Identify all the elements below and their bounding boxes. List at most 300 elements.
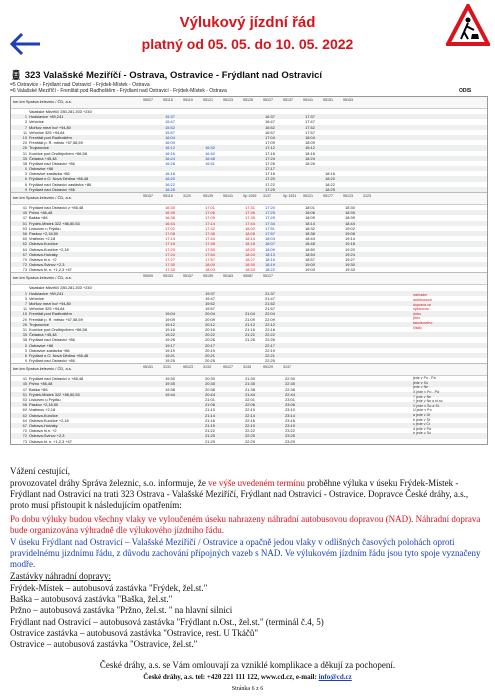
station-name: Ostrava-Kunčice +2,18 — [29, 246, 69, 252]
apology-text: České dráhy, a.s. se Vám omlouvají za vzniklé komplikace a děkují za pochopení. — [99, 660, 396, 670]
time-cell: 18:44 — [345, 220, 355, 226]
km-cell: 0 — [24, 342, 27, 348]
train-number: 95121 — [203, 98, 213, 102]
stop-item: Ostravice – autobusová zastávka "Ostravice, žel.st." — [10, 639, 198, 650]
time-cell: 22:19 — [245, 422, 255, 428]
km-cell: 53 — [22, 397, 27, 402]
time-cell: 22:30 — [285, 376, 295, 382]
km-cell: 15 — [22, 134, 27, 140]
time-cell: 19:04 — [165, 311, 175, 317]
time-cell: 18:33 — [245, 267, 255, 273]
train-number: 95115 — [163, 98, 173, 102]
train-number: 95123 — [183, 365, 193, 370]
km-cell: 51 — [22, 220, 27, 226]
station-name: Veřovice 325 +94,84 — [29, 306, 65, 312]
time-cell: 21:30 — [245, 376, 255, 382]
station-name: Veřovice — [29, 295, 44, 301]
km-cell: 41 — [22, 205, 27, 210]
km-cell: 7 — [24, 301, 27, 306]
time-cell: 16:38 — [165, 215, 175, 221]
timetable — [10, 96, 488, 445]
station-name: Kunčice pod Ondřejníkem +86,58 — [29, 326, 87, 332]
km-cell: 70 — [22, 256, 27, 262]
km-cell: 72 — [22, 433, 27, 439]
time-cell: 22:25 — [265, 358, 275, 364]
km-cell: 45 — [22, 381, 27, 387]
time-cell: 21:26 — [245, 337, 255, 343]
timetable-section-3 — [11, 273, 487, 364]
time-cell: 18:22 — [265, 267, 275, 273]
time-cell: 16:12 — [165, 145, 175, 151]
note-item: doprava za — [413, 302, 431, 307]
time-cell: 17:06 — [205, 210, 215, 216]
station-name: Baška +86 — [29, 386, 48, 392]
km-cell: 3 — [24, 347, 27, 353]
time-cell: 18:02 — [245, 225, 255, 231]
train-number: 95123 — [223, 98, 233, 102]
note-item: náhradní — [413, 293, 428, 298]
note-item: c jede v Čt — [413, 422, 430, 427]
station-name: Veřovice 325 +94,84 — [29, 129, 65, 135]
km-cell: 72 — [22, 262, 27, 268]
time-cell: 21:22 — [205, 428, 215, 434]
time-cell: 17:50 — [205, 246, 215, 252]
train-number: 95123 — [343, 194, 353, 198]
train-number: 95157 — [183, 274, 193, 279]
note-item: jede v Po - Pá — [413, 376, 436, 381]
time-cell: 19:38 — [165, 386, 175, 392]
time-cell: 22:22 — [265, 332, 275, 338]
train-number: 95153 — [163, 274, 173, 279]
time-cell: 19:30 — [165, 376, 175, 382]
time-cell: 17:17 — [265, 166, 275, 172]
time-cell: 17:14 — [205, 220, 215, 226]
km-cell: 35 — [22, 155, 27, 161]
station-name: Lískovec u Frýdku — [29, 225, 61, 231]
km-cell: 60 — [22, 407, 27, 413]
time-cell: 23:22 — [285, 428, 295, 434]
time-cell: 15:52 — [165, 124, 175, 130]
time-cell: 17:24 — [165, 251, 175, 257]
note-item: a jede v Út — [413, 413, 431, 417]
time-cell: 17:31 — [245, 205, 255, 210]
time-cell: 18:19 — [265, 262, 275, 268]
km-cell: 67 — [22, 422, 27, 428]
time-cell: 17:57 — [305, 129, 315, 135]
station-name: Vratimov +2,18 — [29, 236, 56, 242]
notes-legend — [413, 376, 495, 436]
stop-item: Frýdlant nad Ostravicí – autobusová zastávka "Frýdlant n.Ost., žel.st." (terminál č.4, 5) — [10, 616, 324, 627]
train-number: 95153 — [343, 98, 353, 102]
note-item: d jede v Pá — [413, 426, 431, 431]
km-cell: 64 — [22, 246, 27, 252]
train-number: 95177 — [323, 194, 333, 198]
timetable-row — [11, 439, 487, 444]
time-cell: 17:09 — [205, 215, 215, 221]
time-cell: 20:09 — [205, 316, 215, 322]
time-cell: 17:36 — [245, 210, 255, 216]
time-cell: 19:35 — [165, 381, 175, 387]
time-cell: 21:16 — [245, 326, 255, 332]
km-cell: 1 — [24, 114, 27, 120]
time-cell: 20:17 — [205, 342, 215, 348]
time-cell: 22:19 — [265, 347, 275, 353]
time-cell: 16:04 — [165, 134, 175, 140]
time-cell: 22:10 — [245, 407, 255, 413]
time-cell: 19:21 — [165, 352, 175, 358]
time-cell: 19:17 — [165, 342, 175, 348]
km-cell: 38 — [22, 337, 27, 343]
notice-greeting: Vážení cestující, — [10, 466, 70, 476]
km-cell: 64 — [22, 417, 27, 423]
time-cell: 18:01 — [305, 205, 315, 210]
time-cell: 18:38 — [305, 230, 315, 236]
time-cell: 17:12 — [265, 145, 275, 151]
note-item: 7 jede v Ne — [413, 394, 432, 399]
km-cell: 51 — [22, 391, 27, 397]
km-cell: 1 — [24, 290, 27, 296]
time-cell: 16:09 — [165, 140, 175, 146]
km-cell: 62 — [22, 412, 27, 418]
time-cell: 18:14 — [305, 220, 315, 226]
time-cell: 15:47 — [165, 119, 175, 125]
section-header-label: km km Správa železnic / ČD, a.s. — [13, 366, 72, 372]
km-cell: 20 — [22, 316, 27, 322]
time-cell: 17:20 — [265, 205, 275, 210]
km-cell: 35 — [22, 332, 27, 338]
time-cell: 23:29 — [285, 438, 295, 444]
time-cell: 21:52 — [265, 301, 275, 306]
station-name: Mořkov mezi hoř +94,80 — [29, 301, 71, 306]
train-number: 95141 — [223, 194, 233, 198]
stop-item: Baška – autobusová zastávka "Baška, žel.st." — [10, 594, 173, 605]
time-cell: 16:16 — [165, 150, 175, 156]
time-cell: 18:00 — [205, 262, 215, 268]
note-item: e jede v So — [413, 431, 431, 436]
station-name: Valašské Meziříčí 280,281,303 +240 — [29, 285, 92, 291]
time-cell: 18:50 — [305, 246, 315, 252]
time-cell: 18:16 — [265, 256, 275, 262]
time-cell: 19:25 — [165, 358, 175, 364]
time-cell: 21:12 — [245, 321, 255, 327]
time-cell: 16:20 — [165, 176, 175, 182]
time-cell: 17:20 — [265, 176, 275, 182]
station-name: Paskov +2,18,50 — [29, 230, 59, 236]
km-cell: 31 — [22, 150, 27, 156]
station-name: Frýdlant nad Ostravicí zastávka +86 — [29, 181, 92, 187]
time-cell: 19:37 — [205, 290, 215, 296]
train-number: 3131 — [163, 365, 171, 370]
timetable-section-2 — [11, 193, 487, 273]
time-cell: 21:29 — [205, 438, 215, 444]
section-header-label: km km Správa železnic / ČD, a.s. — [13, 275, 72, 281]
km-cell: 41 — [22, 376, 27, 382]
train-number: 95151 — [323, 98, 333, 102]
time-cell: 16:47 — [265, 119, 275, 125]
time-cell: 20:26 — [205, 337, 215, 343]
station-name: Vratimov +2,18 — [29, 407, 56, 413]
station-name: Ostravice +86 — [29, 342, 54, 348]
notice-paragraph-1: provozovatel dráhy Správa železnic, s.o. informuje, že ve výše uvedeném termínu proběhne výluka v úseku Frýdek-Místek - Frýdlant nad Ostravicí na trati 323 Ostrava - Valašské Meziříčí, Frýdlant nad Ostravicí - Ostravice. Dopravce České dráhy, a.s., proto musí přistoupit k následujícím opatřením: — [10, 478, 469, 511]
time-cell: 17:25 — [265, 210, 275, 216]
time-cell: 19:47 — [205, 295, 215, 301]
time-cell: 17:24 — [265, 155, 275, 161]
note-item: X jede v Po - Pá — [413, 390, 439, 395]
time-cell: 19:02 — [345, 225, 355, 231]
train-number: 3135 — [243, 365, 251, 370]
page-title: Výlukový jízdní řád — [179, 14, 316, 31]
time-cell: 22:16 — [245, 417, 255, 423]
note-item: čísla) — [413, 325, 422, 330]
km-cell: 45 — [22, 210, 27, 216]
time-cell: 16:26 — [165, 160, 175, 166]
time-cell: 17:37 — [305, 114, 315, 120]
km-cell: 53 — [22, 225, 27, 231]
note-item: výlukovou — [413, 307, 429, 312]
time-cell: 22:29 — [245, 438, 255, 444]
time-cell: 17:26 — [265, 160, 275, 166]
time-cell: 20:19 — [205, 347, 215, 353]
time-cell: 19:18 — [345, 241, 355, 247]
station-name: Ostrava-Kunčice +2,18 — [29, 417, 69, 423]
station-name: Mořkov mezi hoř +94,80 — [29, 124, 71, 130]
time-cell: 17:16 — [265, 171, 275, 177]
time-cell: 17:48 — [205, 241, 215, 247]
time-cell: 17:01 — [205, 205, 215, 210]
time-cell: 19:24 — [345, 251, 355, 257]
time-cell: 18:54 — [305, 251, 315, 257]
km-cell: 60 — [22, 236, 27, 242]
time-cell: 18:57 — [305, 256, 315, 262]
time-cell: 18:09 — [305, 140, 315, 146]
stop-item: Frýdek-Místek – autobusová zastávka "Frýdek, žel.st." — [10, 583, 208, 593]
time-cell: 19:33 — [345, 267, 355, 273]
km-cell: 9 — [24, 358, 27, 364]
time-cell: 23:10 — [285, 407, 295, 413]
train-number: 95119 — [183, 98, 193, 102]
time-cell: 17:44 — [205, 236, 215, 242]
subroute-5: =5 Ostravice - Frýdlant nad Ostravicí - Frýdek-Místek - Ostrava — [10, 82, 150, 88]
station-name: Valašské Meziříčí 280,281,303 +240 — [29, 109, 92, 114]
time-cell: 16:44 — [165, 220, 175, 226]
station-name: Frýdlant nad Ostravicí +86 — [29, 337, 75, 343]
time-cell: 16:52 — [265, 124, 275, 130]
km-cell: 47 — [22, 386, 27, 392]
station-name: Ostravice +86 — [29, 166, 54, 172]
km-cell: 26 — [22, 145, 27, 151]
road-works-sign-icon — [446, 4, 490, 50]
time-cell: 18:16 — [325, 171, 335, 177]
station-name: Ostrava-Svinov +2,3 — [29, 262, 65, 268]
time-cell: 18:20 — [325, 176, 335, 182]
time-cell: 22:01 — [245, 397, 255, 402]
km-cell: 56 — [22, 402, 27, 408]
km-cell: 8 — [24, 181, 27, 187]
stops-heading: Zastávky náhradní dopravy: — [10, 571, 111, 581]
km-cell: 9 — [24, 186, 27, 192]
note-item: b jede v St — [413, 417, 430, 422]
time-cell: 16:57 — [265, 129, 275, 135]
km-cell: 3 — [24, 295, 27, 301]
km-cell: 11 — [22, 306, 27, 312]
time-cell: 17:44 — [245, 220, 255, 226]
time-cell: 18:30 — [245, 262, 255, 268]
time-cell: 19:26 — [165, 337, 175, 343]
train-number: 95137 — [283, 98, 293, 102]
time-cell: 22:17 — [265, 342, 275, 348]
notice-paragraph-2: Po dobu výluky budou všechny vlaky ve vyloučeném úseku nahrazeny náhradní autobusovou dopravou (NAD). Náhradní doprava bude organizována výhradně dle výlukového jízdního řádu. — [10, 514, 481, 536]
train-number: Sp 1931 — [283, 194, 297, 198]
note-item: † jede v Ne a st.sv. — [413, 399, 444, 404]
time-cell: 21:16 — [205, 417, 215, 423]
time-cell: 22:21 — [265, 352, 275, 358]
time-cell: 18:08 — [245, 230, 255, 236]
note-item: autobusová — [413, 298, 432, 303]
station-name: Ostrava hl. n. +1,2,3 +47 — [29, 267, 72, 273]
section-header — [11, 193, 487, 205]
train-number: 95121 — [303, 194, 313, 198]
stop-item: Pržno – autobusová zastávka "Pržno, žel.st. " na hlavní silnici — [10, 605, 233, 616]
time-cell: 17:34 — [265, 220, 275, 226]
train-number: 3123 — [363, 194, 371, 198]
time-cell: 17:30 — [165, 262, 175, 268]
time-cell: 17:09 — [265, 140, 275, 146]
station-name: Frenštát p. R. město +57,58,59 — [29, 140, 83, 146]
time-cell: 20:22 — [205, 332, 215, 338]
train-number: 95087 — [243, 274, 253, 279]
time-cell: 19:19 — [165, 347, 175, 353]
timetable-row — [11, 187, 487, 192]
page-number: Stránka 6 z 6 — [231, 686, 264, 692]
km-cell: 3 — [24, 171, 27, 177]
timetable-section-4 — [11, 364, 487, 443]
km-cell: 6 — [24, 352, 27, 358]
time-cell: 20:04 — [205, 311, 215, 317]
km-cell: 15 — [22, 311, 27, 317]
time-cell: 18:24 — [245, 251, 255, 257]
time-cell: 16:51 — [205, 160, 215, 166]
time-cell: 18:03 — [265, 236, 275, 242]
km-cell: 20 — [22, 140, 27, 146]
train-number: 95119 — [163, 194, 173, 198]
time-cell: 21:19 — [205, 422, 215, 428]
train-number: 95139 — [203, 194, 213, 198]
time-cell: 19:44 — [165, 391, 175, 397]
note-item: tabulkového — [413, 321, 433, 325]
station-name: Frýdek-Místek 322 +86,50,53 — [29, 391, 80, 397]
time-cell: 22:35 — [285, 381, 295, 387]
station-name: Pržno +86,48 — [29, 381, 53, 387]
km-cell: 47 — [22, 215, 27, 221]
station-name: Baška +86 — [29, 215, 48, 221]
station-name: Frenštát pod Radhoštěm — [29, 134, 72, 140]
timetable-row — [11, 358, 487, 363]
time-cell: 18:39 — [345, 215, 355, 221]
station-name: Frýdlant nad Ostravicí z +86,48 — [29, 376, 84, 382]
time-cell: 21:57 — [265, 306, 275, 312]
train-number: 95129 — [263, 365, 273, 370]
station-name: Lískovec u Frýdku — [29, 397, 61, 402]
time-cell: 18:44 — [305, 236, 315, 242]
km-cell: 26 — [22, 321, 27, 327]
time-cell: 18:27 — [245, 256, 255, 262]
km-cell: 0 — [24, 166, 27, 172]
train-number: 95141 — [303, 98, 313, 102]
station-name: Trojanovice — [29, 321, 49, 327]
section-header — [11, 273, 487, 285]
station-name: Frýdlant n.O. Nová Dědina +86,48 — [29, 176, 89, 182]
note-item: U jede v Po — [413, 408, 432, 413]
station-name: Ostrava-Kunčice — [29, 412, 58, 418]
email-link[interactable]: info@cd.cz — [318, 673, 352, 681]
station-name: Ostrava-Hulváky — [29, 422, 58, 428]
station-name: Frenštát p. R. město +57,58,59 — [29, 316, 83, 322]
time-cell: 17:20 — [165, 246, 175, 252]
station-name: Ostrava hl.n. +2 — [29, 256, 57, 262]
time-cell: 19:57 — [205, 306, 215, 312]
station-name: Hodslavice +89,241 — [29, 114, 64, 120]
time-cell: 17:27 — [165, 256, 175, 262]
time-cell: 21:10 — [205, 407, 215, 413]
time-cell: 21:38 — [245, 386, 255, 392]
time-cell: 19:52 — [205, 301, 215, 306]
time-cell: 21:22 — [245, 332, 255, 338]
km-cell: 73 — [22, 267, 27, 273]
header-banner — [0, 0, 495, 68]
timetable-section-1 — [11, 97, 487, 193]
time-cell: 17:54 — [205, 251, 215, 257]
station-name: Kunčice pod Ondřejníkem +86,58 — [29, 150, 87, 156]
time-cell: 19:16 — [165, 326, 175, 332]
km-cell: 11 — [22, 129, 27, 135]
station-name: Trojanovice — [29, 145, 49, 151]
time-cell: 22:04 — [265, 311, 275, 317]
time-cell: 17:18 — [165, 241, 175, 247]
time-cell: 19:09 — [165, 316, 175, 322]
km-cell: 70 — [22, 428, 27, 434]
km-cell: 7 — [24, 124, 27, 130]
time-cell: 22:09 — [265, 316, 275, 322]
km-cell: 31 — [22, 326, 27, 332]
time-cell: 23:25 — [285, 433, 295, 439]
time-cell: 19:22 — [165, 332, 175, 338]
time-cell: 21:35 — [245, 381, 255, 387]
time-cell: 17:04 — [265, 134, 275, 140]
time-cell: 19:27 — [345, 256, 355, 262]
time-cell: 17:25 — [265, 186, 275, 192]
time-cell: 18:04 — [305, 134, 315, 140]
km-cell: 6 — [24, 176, 27, 182]
time-cell: 22:12 — [265, 321, 275, 327]
km-cell: 56 — [22, 230, 27, 236]
time-cell: 20:38 — [205, 386, 215, 392]
time-cell: 22:22 — [245, 428, 255, 434]
time-cell: 17:33 — [165, 267, 175, 273]
time-cell: 21:47 — [265, 295, 275, 301]
time-cell: 20:30 — [205, 376, 215, 382]
stop-item: Ostravice zastávka – autobusová zastávka "Ostravice, rest. U Tkáčů" — [10, 627, 259, 638]
train-number: 95163 — [223, 274, 233, 279]
time-cell: 17:08 — [165, 230, 175, 236]
time-cell: 16:32 — [205, 145, 215, 151]
time-cell: 17:16 — [265, 150, 275, 156]
time-cell: 16:40 — [205, 150, 215, 156]
time-cell: 18:07 — [265, 241, 275, 247]
km-cell: 38 — [22, 160, 27, 166]
time-cell: 20:25 — [205, 358, 215, 364]
station-name: Ostravice zastávka +86 — [29, 347, 70, 353]
time-cell: 23:16 — [285, 417, 295, 423]
